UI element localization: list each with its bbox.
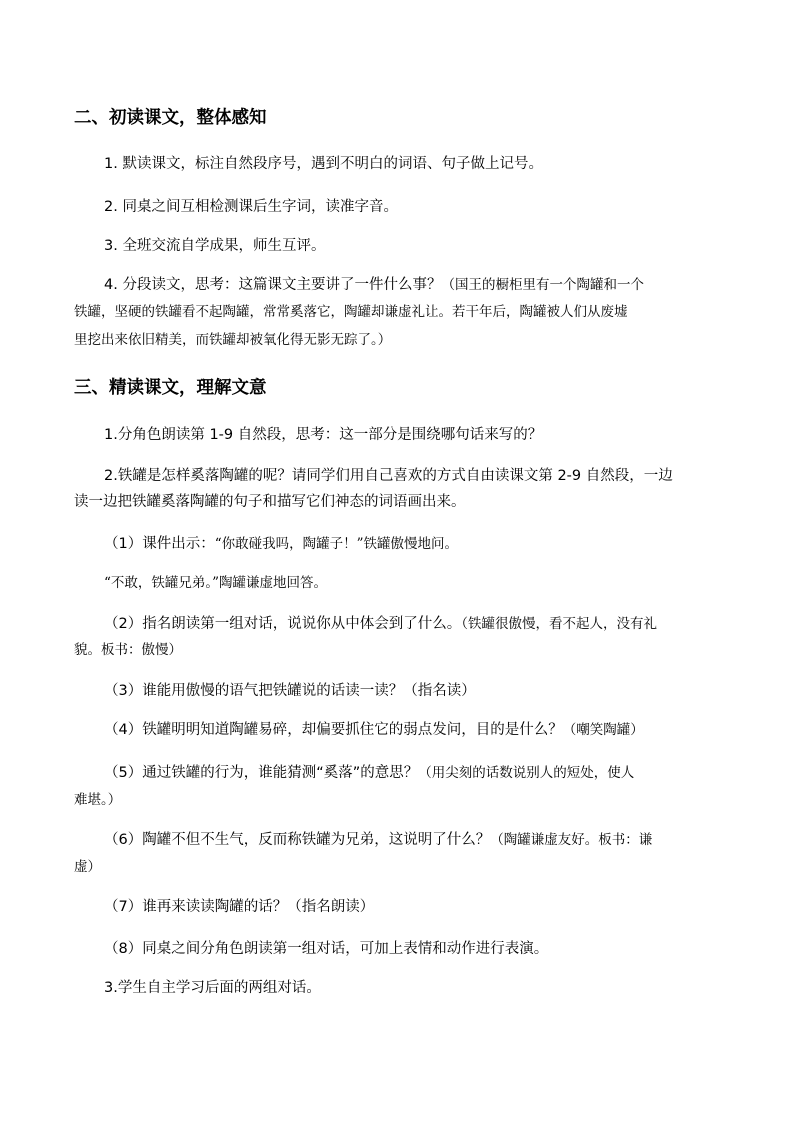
sub-2-line-1 bbox=[104, 614, 774, 634]
sub-1-line bbox=[104, 534, 774, 554]
sub-1-quote: “你敢碰我吗，陶罐子！”铁罐傲慢地问。 bbox=[214, 536, 459, 552]
sub-2-answer-part-2: 貌。板书：傲慢） bbox=[74, 642, 182, 658]
question-2-line-2: 读一边把铁罐奚落陶罐的句子和描写它们神态的词语画出来。 bbox=[74, 494, 466, 510]
step-1-text: 1. 默读课文，标注自然段序号，遇到不明白的词语、句子做上记号。 bbox=[104, 156, 543, 172]
question-3-text: 3.学生自主学习后面的两组对话。 bbox=[104, 980, 321, 996]
section-3-heading: 三、精读课文，理解文意 bbox=[74, 378, 267, 398]
step-2-text: 2. 同桌之间互相检测课后生字词，读准字音。 bbox=[104, 199, 398, 215]
step-4-line-1 bbox=[104, 275, 774, 295]
sub-3-text: （3）谁能用傲慢的语气把铁罐说的话读一读？（指名读） bbox=[104, 683, 476, 699]
sub-7-text: （7）谁再来读读陶罐的话？（指名朗读） bbox=[104, 899, 375, 915]
step-4-question: 4. 分段读文，思考：这篇课文主要讲了一件什么事？ bbox=[104, 277, 442, 293]
sub-8-text: （8）同桌之间分角色朗读第一组对话，可加上表情和动作进行表演。 bbox=[104, 941, 549, 957]
sub-6-question: （6）陶罐不但不生气，反而称铁罐为兄弟，这说明了什么？ bbox=[104, 832, 491, 848]
step-3-text: 3. 全班交流自学成果，师生互评。 bbox=[104, 238, 326, 254]
step-4-answer-part-1: （国王的橱柜里有一个陶罐和一个 bbox=[441, 277, 644, 293]
sub-4-line bbox=[104, 720, 774, 740]
section-2-heading: 二、初读课文，整体感知 bbox=[74, 108, 267, 128]
step-4-answer-part-2: 铁罐，坚硬的铁罐看不起陶罐，常常奚落它，陶罐却谦虚礼让。若干年后，陶罐被人们从废墟 bbox=[74, 304, 628, 320]
sub-2-question: （2）指名朗读第一组对话，说说你从中体会到了什么。 bbox=[104, 616, 462, 632]
sub-5-line-1 bbox=[104, 763, 774, 783]
step-4-answer-part-3: 里挖出来依旧精美，而铁罐却被氧化得无影无踪了。） bbox=[74, 332, 392, 348]
sub-4-answer: （嘲笑陶罐） bbox=[562, 722, 644, 738]
sub-6-line-1 bbox=[104, 830, 774, 850]
sub-1-prefix: （1）课件出示： bbox=[104, 536, 215, 552]
sub-6-answer-part-2: 虚） bbox=[74, 859, 101, 875]
sub-4-question: （4）铁罐明明知道陶罐易碎，却偏要抓住它的弱点发问，目的是什么？ bbox=[104, 722, 563, 738]
sub-1-reply: “不敢，铁罐兄弟。”陶罐谦虚地回答。 bbox=[104, 575, 328, 591]
sub-5-question: （5）通过铁罐的行为，谁能猜测“奚落”的意思？ bbox=[104, 765, 419, 781]
sub-2-answer-part-1: （铁罐很傲慢，看不起人，没有礼 bbox=[461, 616, 657, 632]
sub-6-answer-part-1: （陶罐谦虚友好。板书：谦 bbox=[490, 832, 653, 848]
question-2-line-1: 2.铁罐是怎样奚落陶罐的呢？请同学们用自己喜欢的方式自由读课文第 2-9 自然段，一边 bbox=[104, 468, 673, 484]
question-1-text: 1.分角色朗读第 1-9 自然段，思考：这一部分是围绕哪句话来写的？ bbox=[104, 427, 543, 443]
sub-5-answer-part-1: （用尖刻的话数说别人的短处，使人 bbox=[418, 765, 635, 781]
sub-5-answer-part-2: 难堪。） bbox=[74, 792, 122, 808]
